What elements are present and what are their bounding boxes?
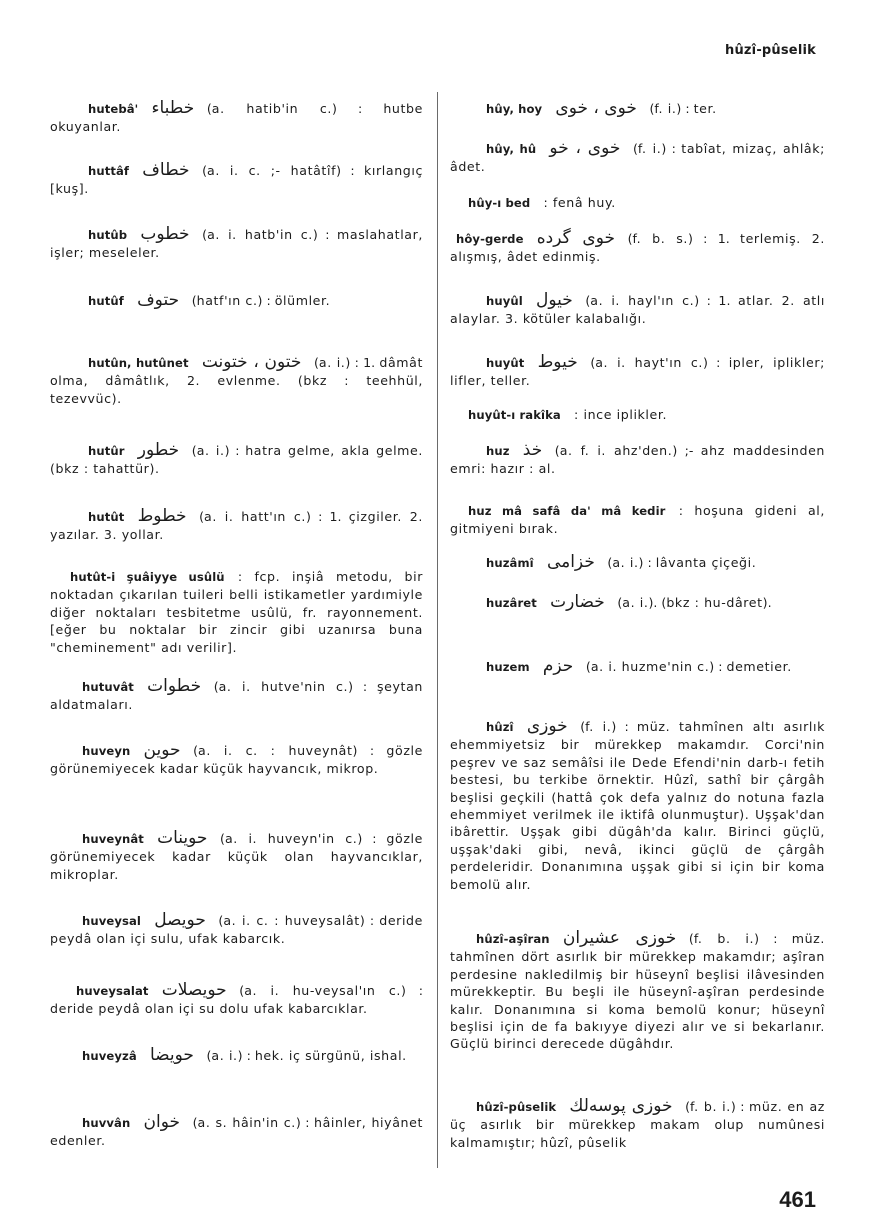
entry-headword: huvvân xyxy=(82,1116,131,1130)
entry-arabic-script: خوى گرده xyxy=(536,228,615,248)
dictionary-entry xyxy=(450,594,825,612)
dictionary-entry xyxy=(50,162,423,198)
entry-arabic-script: خضارت xyxy=(550,592,605,612)
entry-arabic-script: خطور xyxy=(137,440,180,460)
entry-headword: hûzî-aşîran xyxy=(476,932,550,946)
entry-headword: hutûr xyxy=(88,444,125,458)
entry-definition: (a. i. hu-veysal'ın c.) : deride peydâ olan içi su dolu ufak kabarcıklar. xyxy=(50,983,423,1017)
dictionary-entry xyxy=(450,292,825,328)
entry-headword: huveynât xyxy=(82,832,144,846)
entry-arabic-script: خذ xyxy=(522,440,543,460)
entry-arabic-script: حزم xyxy=(542,656,574,676)
dictionary-entry xyxy=(50,568,423,656)
entry-definition: (a. i.) : hatra gelme, akla gelme. (bkz : tahattür). xyxy=(50,443,423,477)
entry-headword: huyût xyxy=(486,356,525,370)
dictionary-entry xyxy=(450,502,825,538)
entry-definition: (a. i.) : hek. iç sürgünü, ishal. xyxy=(206,1048,407,1063)
entry-headword: hôy-gerde xyxy=(456,232,524,246)
entry-definition: (a. i. c. : huveysalât) : deride peydâ olan içi sulu, ufak kabarcık. xyxy=(50,913,423,947)
entry-definition: (a. i. huzme'nin c.) : demetier. xyxy=(585,659,792,674)
entry-headword: huveysalat xyxy=(76,984,149,998)
entry-definition: : hoşuna gideni al, gitmiyeni bırak. xyxy=(450,503,825,537)
entry-arabic-script: خزامى xyxy=(546,552,595,572)
entry-arabic-script: ختون ، ختونت xyxy=(201,352,302,372)
entry-arabic-script: خطاف xyxy=(142,160,190,180)
dictionary-entry xyxy=(50,1114,423,1150)
entry-arabic-script: خيوط xyxy=(537,352,578,372)
entry-arabic-script: خوزى پوسه‌لك xyxy=(569,1096,673,1116)
entry-definition: : fenâ huy. xyxy=(543,195,616,210)
entry-definition: (a. i. c. ;- hatâtîf) : kırlangıç [kuş]. xyxy=(50,163,423,197)
entry-definition: (a. i. c. : huveynât) : gözle görünemiyecek kadar küçük hayvancık, mikrop. xyxy=(50,743,423,777)
entry-headword: huz xyxy=(486,444,510,458)
dictionary-entry xyxy=(50,508,423,544)
entry-headword: huyûl xyxy=(486,294,523,308)
dictionary-entry xyxy=(50,442,423,478)
dictionary-entry xyxy=(450,658,825,676)
dictionary-entry xyxy=(450,354,825,390)
entry-definition: (f. i.) : tabîat, mizaç, ahlâk; âdet. xyxy=(450,141,825,175)
dictionary-entry xyxy=(450,554,825,572)
entry-definition: (hatf'ın c.) : ölümler. xyxy=(191,293,331,308)
dictionary-entry xyxy=(50,100,423,136)
entry-arabic-script: حويضا xyxy=(149,1045,194,1065)
entry-headword: hûy, hoy xyxy=(486,102,543,116)
entry-arabic-script: خطوب xyxy=(140,224,190,244)
entry-headword: huzâret xyxy=(486,596,537,610)
entry-headword: hutûn, hutûnet xyxy=(88,356,189,370)
page-number: 461 xyxy=(779,1187,816,1212)
dictionary-entry xyxy=(450,230,825,266)
entry-definition: : ince iplikler. xyxy=(574,407,668,422)
entry-definition: (a. i. hutve'nin c.) : şeytan aldatmaları. xyxy=(50,679,423,713)
dictionary-entry xyxy=(450,930,825,1053)
dictionary-entry xyxy=(50,912,423,948)
entry-headword: hûzî-pûselik xyxy=(476,1100,557,1114)
entry-headword: huveyzâ xyxy=(82,1049,137,1063)
entry-arabic-script: خوى ، خوى xyxy=(555,98,637,118)
entry-definition: (a. i.) : 1. dâmât olma, dâmâtlık, 2. evlenme. (bkz : teehhül, tezevvüc). xyxy=(50,355,423,406)
dictionary-entry xyxy=(50,292,423,310)
entry-definition: (a. i.). (bkz : hu-dâret). xyxy=(617,595,772,610)
dictionary-entry xyxy=(50,1047,423,1065)
entry-arabic-script: خوزى عشيران xyxy=(562,928,677,948)
entry-definition: (f. i.) : ter. xyxy=(649,101,717,116)
entry-definition: (a. i. hayt'ın c.) : ipler, iplikler; lifler, teller. xyxy=(450,355,825,389)
entry-headword: hûzî xyxy=(486,720,514,734)
entry-headword: huttâf xyxy=(88,164,130,178)
dictionary-entry xyxy=(50,982,423,1018)
dictionary-entry xyxy=(450,1098,825,1151)
dictionary-entry xyxy=(450,194,825,212)
entry-headword: hutût-i şuâiyye usûlü xyxy=(70,570,225,584)
entry-definition: (f. b. i.) : müz. tahmînen dört asırlık bir mürekkep makamdır; aşîran perdesine nakledilmiş bir hüseynî beşlisi ilâvesinden mürekkeptir. Bu beşli ile hüseynî-aşîran perdesinde kalır. Donanımına si koma bemolü konur; hüseynî beşlisi için de fa bakıyye diyezi alır ve si bekarlanır. Güçlü birinci derecede dügâhdır. xyxy=(450,931,825,1052)
entry-headword: hutuvât xyxy=(82,680,134,694)
entry-headword: hutûf xyxy=(88,294,124,308)
dictionary-entry xyxy=(450,406,825,424)
dictionary-entry xyxy=(450,140,825,176)
entry-arabic-script: خوان xyxy=(143,1112,181,1132)
entry-headword: huz mâ safâ da' mâ kedir xyxy=(468,504,666,518)
dictionary-entry xyxy=(50,678,423,714)
dictionary-entry xyxy=(450,718,825,893)
entry-arabic-script: خطباء xyxy=(151,98,195,118)
entry-arabic-script: حوينات xyxy=(157,828,208,848)
running-head: hûzî-pûselik xyxy=(724,43,816,58)
entry-arabic-script: خطوات xyxy=(147,676,202,696)
entry-headword: hutebâ' xyxy=(88,102,139,116)
entry-arabic-script: حوين xyxy=(143,740,181,760)
entry-headword: huveyn xyxy=(82,744,131,758)
entry-headword: huyût-ı rakîka xyxy=(468,408,561,422)
entry-headword: hutût xyxy=(88,510,125,524)
entry-definition: (a. i. hatb'in c.) : maslahatlar, işler; meseleler. xyxy=(50,227,423,261)
entry-arabic-script: خطوط xyxy=(137,506,187,526)
entry-definition: (a. i. hatt'ın c.) : 1. çizgiler. 2. yazılar. 3. yollar. xyxy=(50,509,423,543)
entry-definition: (f. b. i.) : müz. en az üç asırlık bir mürekkep makam olup numûnesi kalmamıştır; hûzî, pûselik xyxy=(450,1099,825,1150)
entry-headword: hûy, hû xyxy=(486,142,537,156)
entry-headword: hûy-ı bed xyxy=(468,196,531,210)
entry-arabic-script: حتوف xyxy=(137,290,180,310)
entry-definition: (a. hatib'in c.) : hutbe okuyanlar. xyxy=(50,101,423,135)
column-divider xyxy=(437,92,438,1168)
entry-headword: huzem xyxy=(486,660,530,674)
entry-definition: (a. i. hayl'ın c.) : 1. atlar. 2. atlı alaylar. 3. kötüler kalabalığı. xyxy=(450,293,825,327)
dictionary-entry xyxy=(450,442,825,478)
entry-arabic-script: حويصلات xyxy=(161,980,227,1000)
dictionary-entry xyxy=(50,354,423,407)
entry-definition: (f. i.) : müz. tahmînen altı asırlık ehemmiyetsiz bir mürekkep makamdır. Corci'nin peşrev ve saz semâîsi ile Dede Efendi'nin darb-ı fetih bestesi, bu terkibe örnektir. Hûzî, sathî bir çârgâh beşlisi geçkili (hattâ çok defa yalnız do notuna fazla ehemmiyet verilmek ile iktifâ olunmuştur). Uşşak'dan ibârettir. Uşşak gibi dügâh'da kalır. Birinci güçlü, uşşak'daki gibi, nevâ, ikinci güçlü de çârgâh perdeleridir. Donanımına uşşak gibi si için bir koma bemolü alır. xyxy=(450,719,825,892)
entry-arabic-script: حويصل xyxy=(154,910,206,930)
dictionary-entry xyxy=(50,226,423,262)
dictionary-entry xyxy=(450,100,825,118)
entry-arabic-script: خوى ، خو xyxy=(549,138,621,158)
entry-definition: (a. s. hâin'in c.) : hâinler, hiyânet edenler. xyxy=(50,1115,423,1149)
dictionary-entry xyxy=(50,830,423,883)
dictionary-entry xyxy=(50,742,423,778)
entry-definition: (a. i.) : lâvanta çiçeği. xyxy=(607,555,757,570)
entry-definition: (f. b. s.) : 1. terlemiş. 2. alışmış, âdet edinmiş. xyxy=(450,231,825,265)
entry-definition: (a. i. huveyn'in c.) : gözle görünemiyecek kadar küçük olan hayvancıklar, mikroplar. xyxy=(50,831,423,882)
entry-arabic-script: خيول xyxy=(536,290,573,310)
entry-headword: huzâmî xyxy=(486,556,534,570)
entry-definition: (a. f. i. ahz'den.) ;- ahz maddesinden emri: hazır : al. xyxy=(450,443,825,477)
entry-definition: : fcp. inşiâ metodu, bir noktadan çıkarılan tuileri belli istikametler yardımiyle diğer noktaları tesbitetme usûlü, fr. rayonnement. [eğer bu noktalar bir zincir gibi uzanırsa buna "cheminement" adı verilir]. xyxy=(50,569,423,655)
entry-headword: huveysal xyxy=(82,914,141,928)
entry-arabic-script: خوزى xyxy=(526,716,568,736)
entry-headword: hutûb xyxy=(88,228,128,242)
